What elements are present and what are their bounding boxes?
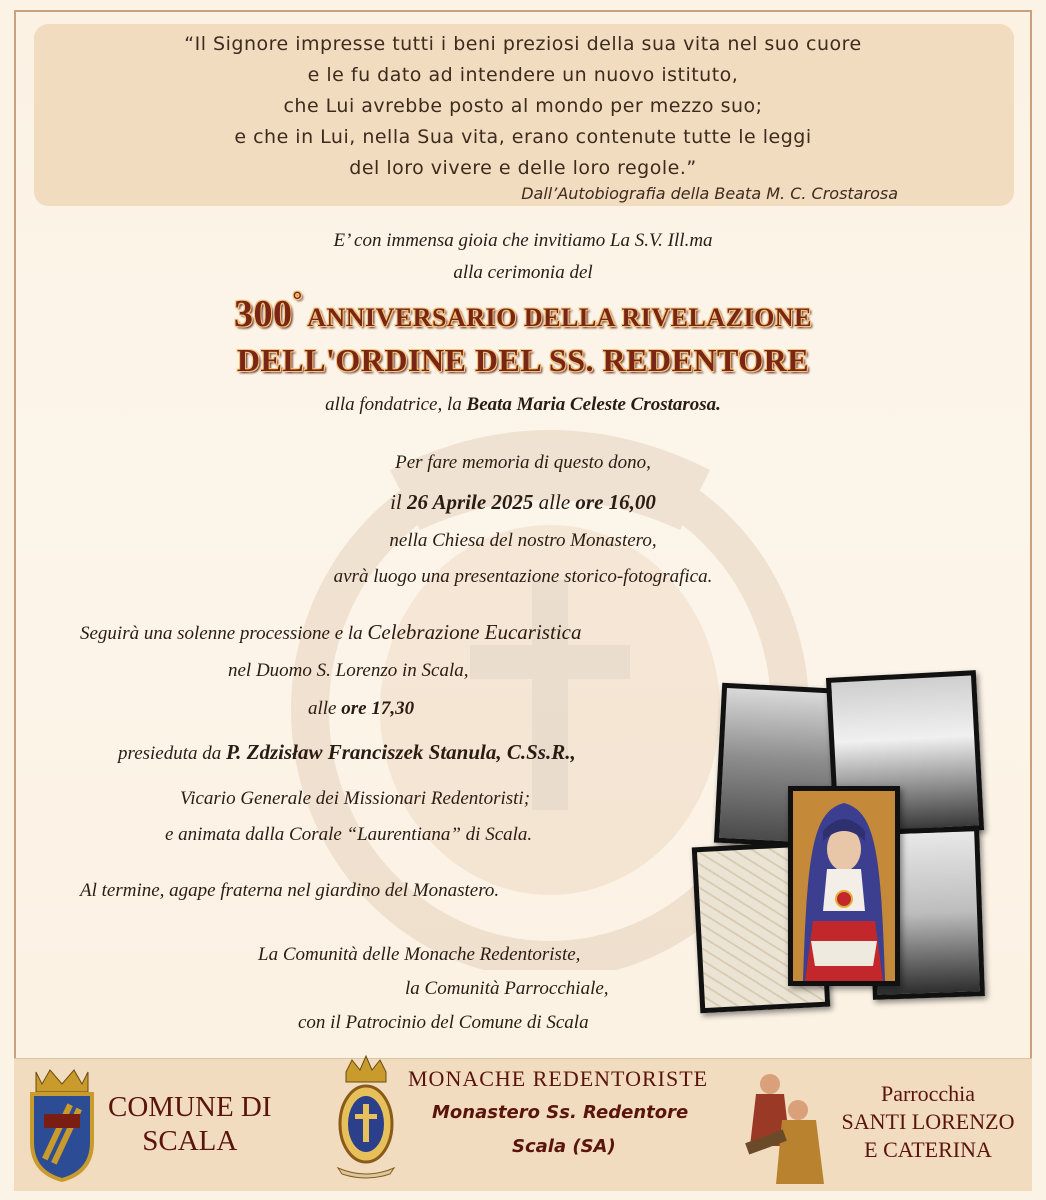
quote-line-1: “Il Signore impresse tutti i beni preziosi della sua vita nel suo cuore: [184, 33, 862, 55]
saints-image-icon: [740, 1066, 830, 1186]
quote-line-2: e le fu dato ad intendere un nuovo istituto,: [307, 64, 739, 86]
monastero-name: Monastero Ss. Redentore: [432, 1102, 689, 1123]
quote-line-3: che Lui avrebbe posto al mondo per mezzo suo;: [283, 95, 763, 117]
parrocchia-label: [828, 1080, 1028, 1164]
parrocchia-line-3: E CATERINA: [864, 1137, 992, 1162]
event-date: 26 Aprile 2025: [407, 490, 534, 514]
date-prefix: il: [390, 490, 402, 514]
title-line-1: [0, 288, 1046, 336]
parrocchia-line-2: SANTI LORENZO: [841, 1109, 1015, 1134]
quote-line-5: del loro vivere e delle loro regole.”: [349, 157, 697, 179]
procession-text: Seguirà una solenne processione e la: [80, 623, 363, 644]
photo-portrait: [788, 786, 900, 986]
event-line-3: nella Chiesa del nostro Monastero,: [389, 530, 657, 551]
comune-line-1: COMUNE DI: [108, 1091, 272, 1123]
monache-title: MONACHE REDENTORISTE: [408, 1066, 709, 1091]
procession-time-prefix: alle: [308, 698, 337, 719]
monastero-location: Scala (SA): [512, 1136, 616, 1157]
comune-crest-icon: [26, 1064, 98, 1182]
founder-prefix: alla fondatrice, la: [325, 394, 462, 415]
portrait-figure-icon: [793, 791, 895, 981]
procession-line-1: [80, 620, 581, 645]
procession-line-5: Vicario Generale dei Missionari Redentoristi;: [180, 788, 531, 809]
procession-emph: Celebrazione Eucaristica: [367, 620, 582, 644]
time-prefix: alle: [538, 490, 571, 514]
title-text-1: ANNIVERSARIO DELLA RIVELAZIONE: [307, 303, 812, 332]
procession-line-2: nel Duomo S. Lorenzo in Scala,: [228, 660, 469, 681]
agape-line: Al termine, agape fraterna nel giardino del Monastero.: [80, 880, 500, 901]
procession-time: ore 17,30: [341, 698, 415, 719]
monastery-crest-icon: [330, 1054, 402, 1182]
event-line-1: Per fare memoria di questo dono,: [395, 452, 651, 473]
founder-name: Beata Maria Celeste Crostarosa.: [466, 394, 721, 415]
event-time: ore 16,00: [575, 490, 656, 514]
procession-time-line: [308, 698, 414, 720]
quote-line-4: e che in Lui, nella Sua vita, erano contenute tutte le leggi: [234, 126, 812, 148]
title-number: 300: [234, 293, 293, 335]
title-degree: °: [292, 288, 303, 314]
invite-line-2: alla cerimonia del: [453, 262, 593, 283]
signature-line-3: con il Patrocinio del Comune di Scala: [298, 1012, 589, 1033]
quote-source: Dall’Autobiografia della Beata M. C. Crostarosa: [521, 184, 898, 203]
founder-line: [0, 394, 1046, 416]
presided-prefix: presieduta da: [118, 743, 222, 764]
comune-line-2: SCALA: [142, 1125, 238, 1157]
title-line-2: DELL'ORDINE DEL SS. REDENTORE: [236, 342, 810, 378]
event-date-line: [0, 490, 1046, 515]
invite-line-1: E’ con immensa gioia che invitiamo La S.V. Ill.ma: [333, 230, 713, 251]
event-line-4: avrà luogo una presentazione storico-fotografica.: [333, 566, 713, 587]
photo-collage: [690, 668, 990, 1018]
parrocchia-line-1: Parrocchia: [880, 1081, 976, 1106]
procession-line-6: e animata dalla Corale “Laurentiana” di Scala.: [165, 824, 533, 845]
presided-name: P. Zdzisław Franciszek Stanula, C.Ss.R.,: [226, 740, 576, 764]
comune-label: [108, 1090, 272, 1158]
signature-line-1: La Comunità delle Monache Redentoriste,: [258, 944, 581, 965]
signature-line-2: la Comunità Parrocchiale,: [405, 978, 609, 999]
presided-line: [118, 740, 576, 765]
